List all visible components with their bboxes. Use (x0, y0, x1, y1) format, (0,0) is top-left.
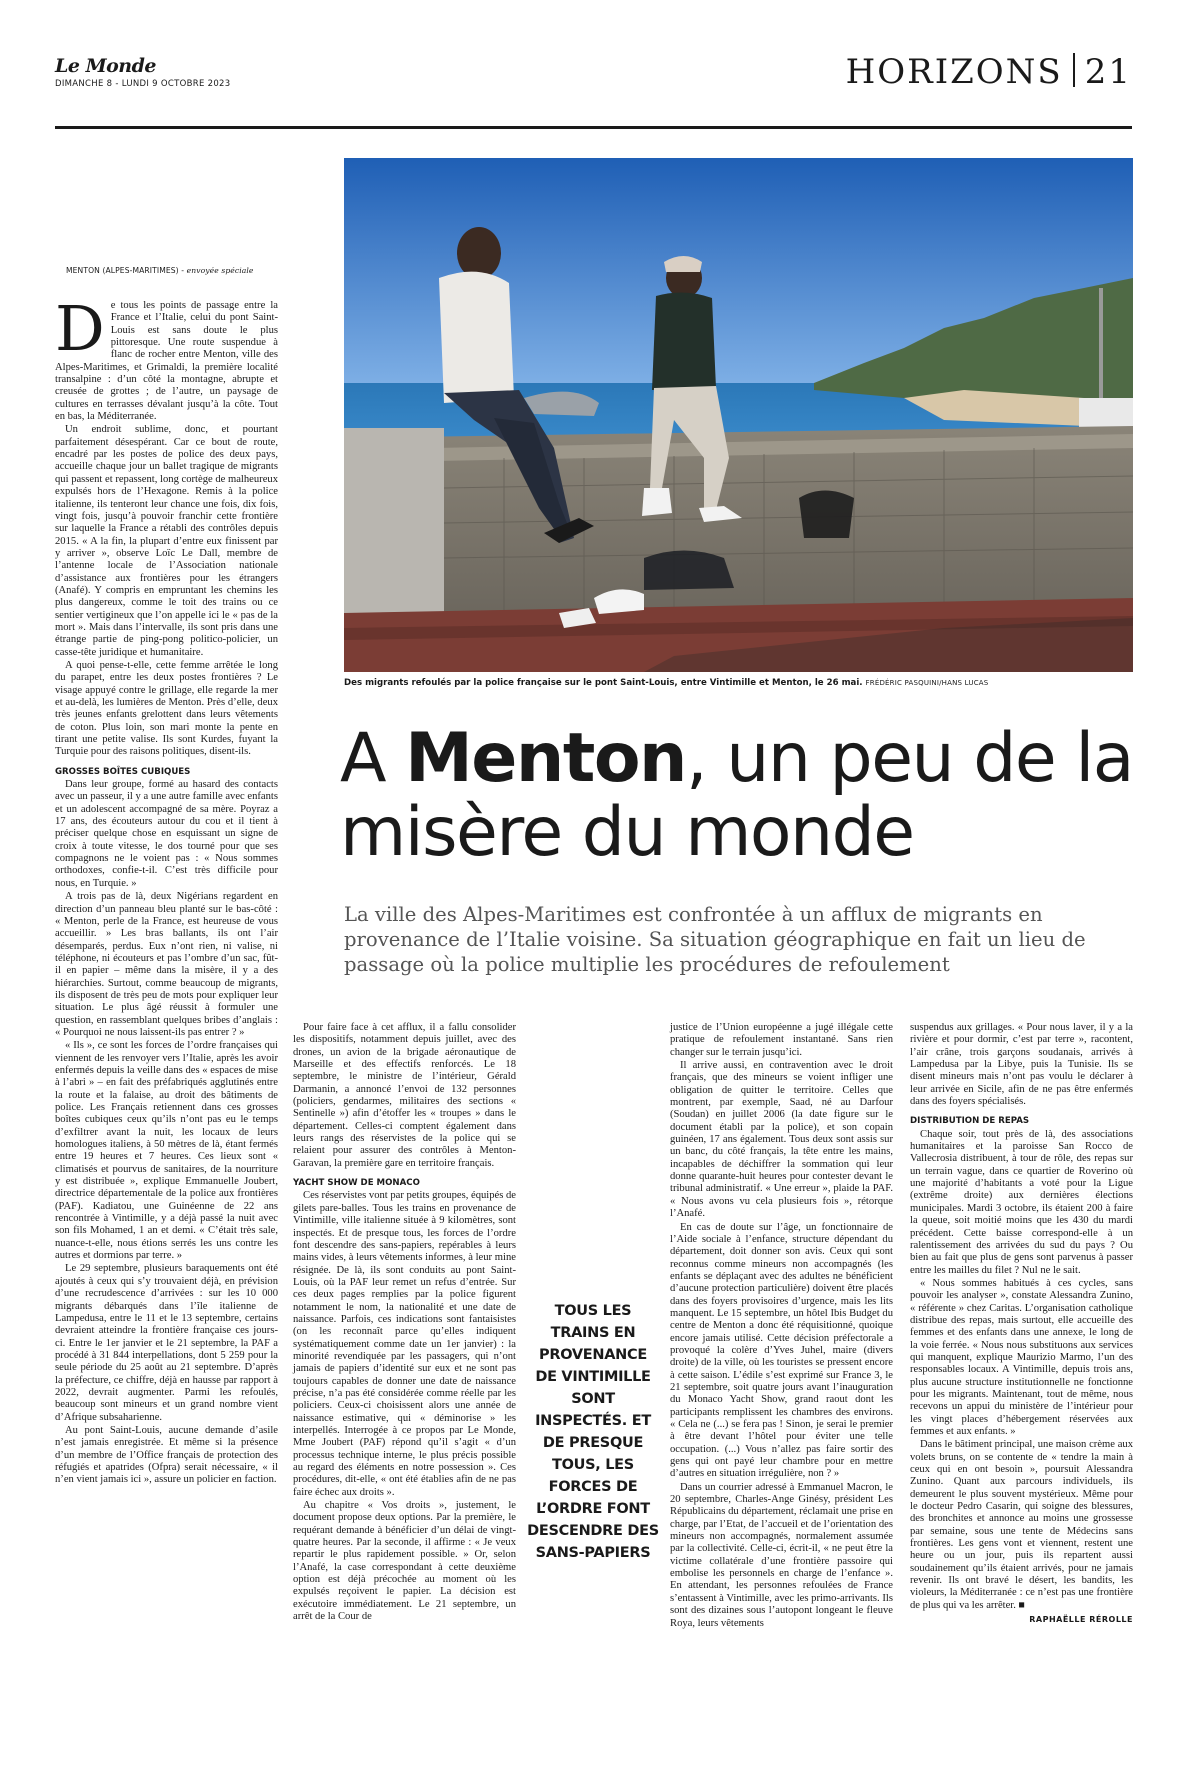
headline (340, 719, 1140, 872)
section-header (846, 52, 1132, 92)
headline-pre: A (340, 719, 406, 798)
article-column-2 (293, 1022, 516, 1625)
paragraph: Pour faire face à cet afflux, il a fallu consolider les dispositifs, notamment depuis juillet, avec des drones, un avion de la brigade aéronautique de Marseille et des effectifs renforcés. Le 18 septembre, le ministre de l’intérieur, Gérald Darmanin, a annoncé l’envoi de 132 personnes (policiers, gendarmes, militaires des sections « Sentinelle ») afin d’étoffer les « troupes » dans le département. Celles-ci comptent également dans leurs rangs des réservistes de la police qui se relaient pour assurer des contrôles à Menton-Garavan, la première gare en territoire français. (293, 1022, 516, 1169)
paragraph: Le 29 septembre, plusieurs baraquements ont été ajoutés à ceux qui s’y trouvaient déjà, en prévision d’une recrudescence d’arrivées : sur les 10 000 migrants débarqués dans l’île italienne de Lampedusa, entre le 11 et le 13 septembre, certains devraient atteindre la frontière française ces jours-ci. Entre le 1er janvier et le 21 septembre, la PAF a procédé à 31 844 interpellations, dont 5 259 pour la seule période du 25 août au 21 septembre. D’après la préfecture, ce chiffre, déjà en hausse par rapport à 2022, devrait augmenter. Parmi les refoulés, beaucoup sont mineurs et un grand nombre vient d’Afrique subsaharienne. (55, 1263, 278, 1423)
photo-illustration (344, 158, 1133, 672)
subheading: DISTRIBUTION DE REPAS (910, 1116, 1030, 1127)
article-column-1 (55, 292, 278, 1488)
section-name: HORIZONS (845, 52, 1063, 92)
dateline-role: envoyée spéciale (186, 266, 254, 275)
paragraph: « Ils », ce sont les forces de l’ordre françaises qui viennent de les renvoyer vers l’Italie, après les avoir enfermés depuis la veille dans des « espaces de mise à l’abri » – en fait des préfabriqués agglutinés entre la route et la falaise, au droit des bâtiments de police. Les Français retiennent dans ces grosses boîtes cubiques ceux qu’ils n’ont pas eu le temps d’exfiltrer avant la nuit, les locaux de leurs homologues italiens, à 50 mètres de là, étant fermés entre 19 heures et 7 heures. Ces lieux sont « climatisés et pourvus de sanitaires, de la nourriture y est distribuée », explique Emmanuelle Joubert, directrice départementale de la police aux frontières (PAF). Kadiatou, une Guinéenne de 22 ans rencontrée à Vintimille, y a déjà passé la nuit avec son fils Mohamed, 1 an et demi. « C’était très sale, nuance-t-elle, nous étions serrés les uns contre les autres et dormions par terre. » (55, 1040, 278, 1262)
masthead (55, 55, 230, 89)
paragraph: « Nous sommes habitués à ces cycles, sans pouvoir les analyser », constate Alessandra Zunino, « référente » chez Caritas. L’organisation catholique distribue des repas, mais surtout, elle accueille des femmes et des enfants dans une annexe, le long de la voie ferrée. « Nous nous substituons aux services qui manquent, explique Maurizio Marmo, l’un des responsables locaux. A Vintimille, depuis trois ans, plus aucune structure institutionnelle ne fonctionne pour les migrants. Maintenant, tout de même, nous recevons un appui du ministère de l’intérieur pour les vingt places d’hébergement réservées aux femmes et aux enfants. » (910, 1277, 1133, 1437)
paragraph: suspendus aux grillages. « Pour nous laver, il y a la rivière et pour dormir, c’est par terre », racontent, l’air crâne, trois garçons soudanais, arrivés à Lampedusa par la Libye, puis la Tunisie. Ils se disent mineurs mais n’ont pas voulu le déclarer à leur arrivée en Sicile, afin de ne pas être enfermés dans des foyers spécialisés. (910, 1022, 1133, 1108)
newspaper-logo: Le Monde (55, 55, 156, 77)
article-column-3 (670, 1022, 893, 1631)
page-number: 21 (1084, 52, 1132, 92)
paragraph: Un endroit sublime, donc, et pourtant parfaitement désespérant. Car ce bout de route, encadré par les postes de police des deux pays, accueille chaque jour un ballet tragique de migrants qui passent et repassent, long cortège de malheureux expulsés hors de l’Hexagone. Remis à la police italienne, ils tenteront leur chance une fois, dix fois, vingt fois, jusqu’à pouvoir franchir cette frontière sur laquelle la France a rétabli des contrôles depuis 2015. « A la fin, la plupart d’entre eux finissent par y arriver », observe Loïc Le Dall, membre de l’antenne locale de l’Association nationale d’assistance aux frontières pour les étrangers (Anafé). Y compris en empruntant les chemins les plus dangereux, comme le toit des trains ou ce sentier vertigineux que l’on appelle ici le « pas de la mort ». Mais dans l’intervalle, ils sont pris dans une étrange partie de ping-pong politico-policier, un casse-tête juridique et humanitaire. (55, 424, 278, 658)
paragraph: Dans un courrier adressé à Emmanuel Macron, le 20 septembre, Charles-Ange Ginésy, président Les Républicains du département, réclamait une prise en charge, par l’Etat, de l’accueil et de l’orientation des mineurs non accompagnés, normalement assumée par la collectivité. Celle-ci, écrit-il, « ne peut être la victime collatérale d’une frontière passoire qui embolise les personnels en charge de l’enfance ». En attendant, les personnes refoulées de France s’entassent à Vintimille, avec les primo-arrivants. Ils sont des dizaines sous l’autopont longeant le fleuve Roya, leurs vêtements (670, 1481, 893, 1629)
subheading: YACHT SHOW DE MONACO (293, 1178, 420, 1189)
paragraph: En cas de doute sur l’âge, un fonctionnaire de l’Aide sociale à l’enfance, structure dépendant du département, doit donner son avis. Ceux qui sont reconnus comme mineurs non accompagnés (les enfants se déplaçant avec des adultes ne bénéficient d’aucune protection particulière) doivent être placés dans des foyers provisoires d’urgence, mais les lits manquent. Le 15 septembre, un hôtel Ibis Budget du centre de Menton a donc été réquisitionné, quoique encore jamais utilisé. Cette décision préfectorale a provoqué la colère d’Yves Juhel, maire (divers droite) de la ville, où les touristes se pressent encore à cette saison. L’édile s’est exprimé sur France 3, le 21 septembre, soit quatre jours avant l’inauguration du Monaco Yacht Show, grand raout dont les participants remplissent les chambres des environs. « Cela ne (...) se fera pas ! Sinon, je serai le premier à être devant l’hôtel pour éviter une telle occupation. (...) Vous n’allez pas faire sortir des gens qui ont payé leur chambre pour en mettre d’autres en situation irrégulière, non ? » (670, 1221, 893, 1480)
paragraph: Il arrive aussi, en contravention avec le droit français, que des mineurs se voient infliger une obligation de quitter le territoire. Celles que montrent, par exemple, Saad, né au Darfour (Soudan) en juillet 2006 (la date figure sur le document établi par la police), et son copain guinéen, 17 ans également. Tous deux sont assis sur un banc, du côté français, la tête entre les mains, incapables de déchiffrer la sommation qui leur donne quarante-huit heures pour contester devant le tribunal administratif. « Une erreur », plaide la PAF. « Nous avons vu cela plusieurs fois », rétorque l’Anafé. (670, 1060, 893, 1220)
paragraph: Au chapitre « Vos droits », justement, le document propose deux options. Par la première, le requérant demande à bénéficier d’un délai de vingt-quatre heures. Par la seconde, il affirme : « Je veux repartir le plus rapidement possible. » Or, selon l’Anafé, la case correspondant à cette deuxième option est déjà précochée au moment où les expulsés reçoivent le papier. La décision est exécutoire immédiatement. Le 21 septembre, un arrêt de la Cour de (293, 1500, 516, 1623)
top-rule (55, 126, 1132, 129)
article-photo (344, 158, 1133, 672)
dateline (66, 266, 278, 275)
author-signature: RAPHAËLLE RÉROLLE (1029, 1615, 1133, 1625)
paragraph: A quoi pense-t-elle, cette femme arrêtée le long du parapet, entre les deux postes frontières ? Le visage appuyé contre le grillage, elle regarde la mer et au-delà, les lumières de Menton. Près d’elle, deux très jeunes enfants grelottent dans leurs vêtements de coton. Plus loin, son mari monte la pente en tirant une petite valise. Ils sont Kurdes, fuyant la Turquie pour des raisons politiques, disent-ils. (55, 659, 278, 758)
paragraph: Au pont Saint-Louis, aucune demande d’asile n’est jamais enregistrée. Et même si la présence d’un membre de l’Office français de protection des réfugiés et apatrides (Ofpra) serait nécessaire, « il n’en vient jamais ici », assure un policier en faction. (55, 1424, 278, 1486)
paragraph: e tous les points de passage entre la France et l’Italie, celui du pont Saint-Louis est sans doute le plus pittoresque. Une route suspendue à flanc de rocher entre Menton, ville des Alpes-Maritimes, et Grimaldi, la première localité transalpine : d’un côté la montagne, abrupte et creusée de grottes ; de l’autre, un paysage de cultures en terrasses dévalant jusqu’à la côte. Tout en bas, la Méditerranée. (55, 300, 278, 423)
paragraph: Chaque soir, tout près de là, des associations humanitaires et la paroisse San Rocco de Vallecrosia distribuent, à tour de rôle, des repas sur un terrain vague, dans ce quartier de Roverino où une majorité d’habitants a voté pour la Ligue (extrême droite) aux dernières élections municipales. Mardi 3 octobre, ils étaient 200 à faire la queue, soit moitié moins que les 430 du mardi précédent. Cette baisse correspond-elle à un ralentissement des arrivées du sud du pays ? Ou bien au fait que plus de gens sont parvenus à passer entre les mailles du filet ? Nul ne le sait. (910, 1128, 1133, 1276)
section-divider (1073, 53, 1075, 87)
caption-text: Des migrants refoulés par la police française sur le pont Saint-Louis, entre Vintimille et Menton, le 26 mai. (344, 678, 863, 688)
paragraph: Ces réservistes vont par petits groupes, équipés de gilets pare-balles. Tous les trains en provenance de Vintimille, ville italienne située à 9 kilomètres, sont inspectés. Et de presque tous, les forces de l’ordre font descendre des sans-papiers, repérables à leurs mains vides, à leurs vêtements informes, à leur mine résignée. De là, ils sont conduits au pont Saint-Louis, où la PAF leur remet un refus d’entrée. Sur ces deux pages remplies par la police figurent notamment le nom, la nationalité et une date de naissance. Parfois, ces indications sont fantaisistes (on les reconnaît parce qu’elles indiquent systématiquement comme date un 1er janvier) : la minorité revendiquée par les passagers, qui n’ont jamais de papiers d’identité sur eux et ne sont pas toujours capables de donner une date de naissance précise, n’a pas été considérée comme réelle par les policiers. Ceux-ci choisissent alors une année de naissance estimative, qui « déminorise » les interpellés. Interrogée à ce propos par Le Monde, Mme Joubert (PAF) répond qu’il s’agit « d’un processus technique interne, le plus précis possible au regard des éléments en notre possession ». Ces procédures, dit-elle, « ont été établies afin de ne pas faire échec aux droits ». (293, 1190, 517, 1498)
standfirst: La ville des Alpes-Maritimes est confrontée à un afflux de migrants en provenance de l’Italie voisine. Sa situation géographique en fait un lieu de passage où la police multiplie les procédures de refoulement (344, 903, 1086, 976)
subheading: GROSSES BOÎTES CUBIQUES (55, 766, 191, 777)
dropcap: D (55, 292, 105, 365)
photo-credit: FRÉDÉRIC PASQUINI/HANS LUCAS (865, 679, 989, 687)
photo-caption (344, 678, 1133, 688)
headline-post: , un peu de la misère du monde (340, 719, 1133, 872)
pull-quote: TOUS LES TRAINS EN PROVENANCE DE VINTIMILLE SONT INSPECTÉS. ET DE PRESQUE TOUS, LES FORCES DE L’ORDRE FONT DESCENDRE DES SANS-PAPIERS (527, 1303, 659, 1561)
paragraph: justice de l’Union européenne a jugé illégale cette pratique de refoulement instantané. Sans rien changer sur le terrain jusqu’ici. (670, 1022, 893, 1058)
headline-bold: Menton (405, 719, 686, 798)
paragraph: Dans leur groupe, formé au hasard des contacts avec un passeur, il y a une autre famille avec enfants et un adolescent accompagné de sa mère. Poyraz a 17 ans, des écouteurs autour du cou et il tient à préciser quelque chose en esquissant un signe de croix à toute vitesse, le dos tourné pour que ses compagnons ne le voient pas : « Nous sommes orthodoxes, confie-t-il. C’est très difficile pour nous, en Turquie. » (55, 779, 278, 889)
paragraph: Dans le bâtiment principal, une maison crème aux volets bruns, on se contente de « tendre la main à ceux qui en ont besoin », poursuit Alessandra Zunino. Quant aux parcours individuels, ils demeurent le plus souvent mystérieux. Même pour le docteur Pedro Casarin, qui soigne des blessures, des bronchites et annonce au moins une grossesse par semaine, sous une tente de Médecins sans frontières. Les gens vont et viennent, restent une heure ou un jour, puis ils repartent aussi soudainement qu’ils étaient arrivés, pour ne jamais revenir. Ils ont bravé le désert, les bandits, les violeurs, la Méditerranée : ce n’est pas une frontière de plus qui va les arrêter. ■ (910, 1439, 1133, 1611)
article-column-4 (910, 1022, 1133, 1627)
paragraph: A trois pas de là, deux Nigérians regardent en direction d’un panneau bleu planté sur le bas-côté : « Menton, perle de la France, est heureuse de vous accueillir. » Les bras ballants, ils ont l’air désemparés, perdus. Eux n’ont rien, ni valise, ni téléphone, ni écouteurs et pas l’ombre d’un sac, fût-il en papier – même dans la misère, il y a des hiérarchies. Surtout, comme beaucoup de migrants, ils disposent de très peu de mots pour expliquer leur situation. Le plus âgé réussit à formuler une question, en rassemblant quelques bribes d’anglais : « Pourquoi ne nous laissent-ils pas entrer ? » (55, 891, 278, 1038)
issue-date: DIMANCHE 8 - LUNDI 9 OCTOBRE 2023 (55, 79, 231, 89)
dateline-place: MENTON (ALPES-MARITIMES) - (66, 266, 187, 275)
